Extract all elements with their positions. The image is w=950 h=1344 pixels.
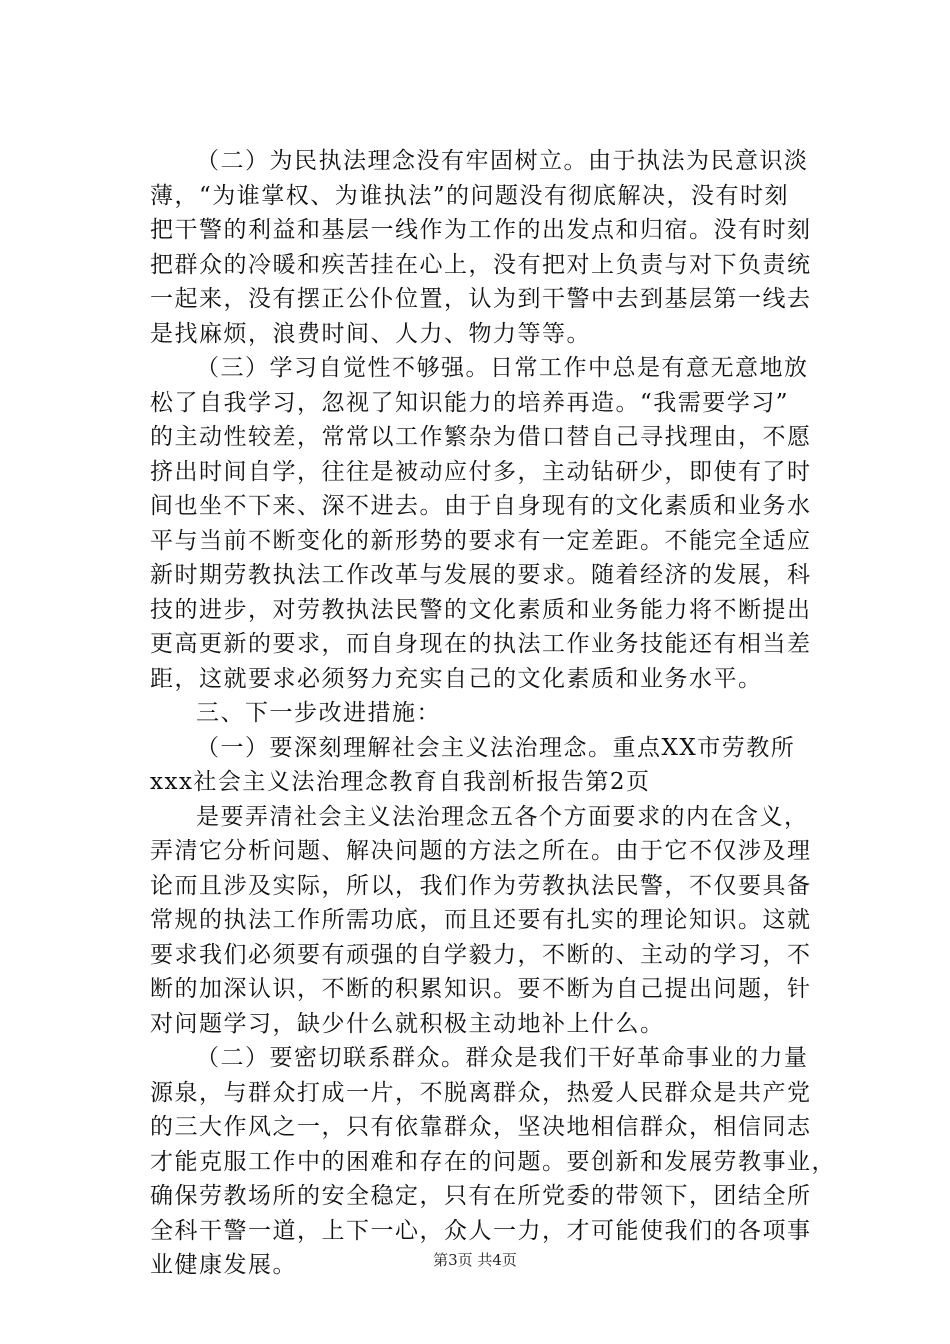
text-line: 的三大作风之一，只有依靠群众，坚决地相信群众，相信同志 [150,1114,812,1140]
text-line: （二）要密切联系群众。群众是我们干好革命事业的力量 [196,1045,809,1071]
text-line: 是要弄清社会主义法治理念五各个方面要求的内在含义， [196,803,809,830]
text-line: 弄清它分析问题、解决问题的方法之所在。由于它不仅涉及理 [150,838,812,864]
text-line: 是找麻烦，浪费时间、人力、物力等等。 [150,320,591,347]
text-line: 对问题学习，缺少什么就积极主动地补上什么。 [150,1010,665,1037]
document-body [150,144,862,1283]
text-line: 的主动性较差，常常以工作繁杂为借口替自己寻找理由，不愿 [150,424,812,450]
text-line: xxx社会主义法治理念教育自我剖析报告第2页 [150,769,651,795]
text-line: 更高更新的要求，而自身现在的执法工作业务技能还有相当差 [150,631,812,657]
text-line: 间也坐不下来、深不进去。由于自身现有的文化素质和业务水 [150,493,812,519]
text-line: 确保劳教场所的安全稳定，只有在所党委的带领下，团结全所 [150,1183,812,1209]
text-line: 源泉，与群众打成一片，不脱离群众，热爱人民群众是共产党 [150,1079,812,1106]
text-line: 平与当前不断变化的新形势的要求有一定差距。不能完全适应 [150,527,812,554]
text-line: （三）学习自觉性不够强。日常工作中总是有意无意地放 [196,355,809,381]
text-line: （二）为民执法理念没有牢固树立。由于执法为民意识淡 [196,148,809,174]
text-line: 才能克服工作中的困难和存在的问题。要创新和发展劳教事业， [150,1148,836,1175]
text-line: 要求我们必须要有顽强的自学毅力，不断的、主动的学习，不 [150,941,812,968]
text-line: 距，这就要求必须努力充实自己的文化素质和业务水平。 [150,665,763,692]
text-line: 薄，“为谁掌权、为谁执法”的问题没有彻底解决，没有时刻 [150,182,790,209]
text-line: 把群众的冷暖和疾苦挂在心上，没有把对上负责与对下负责统 [150,251,812,278]
text-line: （一）要深刻理解社会主义法治理念。重点XX市劳教所 [196,734,796,761]
text-line: 断的加深认识，不断的积累知识。要不断为自己提出问题，针 [150,976,812,1002]
text-line: 把干警的利益和基层一线作为工作的出发点和归宿。没有时刻 [150,217,812,243]
text-line: 新时期劳教执法工作改革与发展的要求。随着经济的发展，科 [150,562,812,588]
text-line: 常规的执法工作所需功底，而且还要有扎实的理论知识。这就 [150,907,812,933]
page-footer: 第3页 共4页 [433,1251,517,1269]
text-line: 三、下一步改进措施： [196,700,441,726]
text-line: 业健康发展。 [150,1252,297,1278]
text-line: 论而且涉及实际，所以，我们作为劳教执法民警，不仅要具备 [150,872,812,899]
text-line: 挤出时间自学，往往是被动应付多，主动钻研少，即使有了时 [150,458,812,485]
text-line: 全科干警一道，上下一心，众人一力，才可能使我们的各项事 [150,1217,812,1244]
text-line: 松了自我学习，忽视了知识能力的培养再造。“我需要学习” [150,389,790,416]
text-line: 一起来，没有摆正公仆位置，认为到干警中去到基层第一线去 [150,286,812,312]
text-line: 技的进步，对劳教执法民警的文化素质和业务能力将不断提出 [150,596,812,623]
